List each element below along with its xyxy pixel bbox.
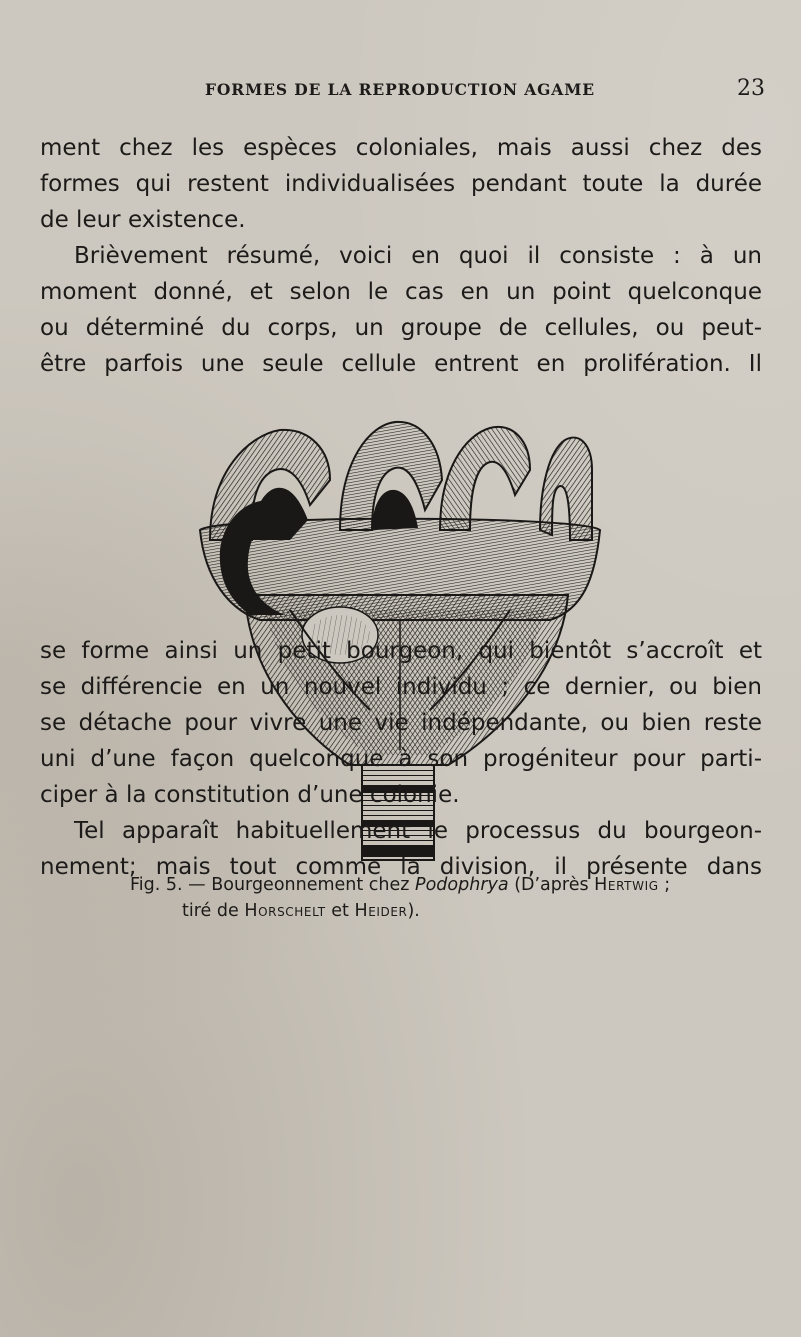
paragraph-top <box>40 130 762 382</box>
genus-name: Podophrya <box>415 875 509 895</box>
text-line: ou déterminé du corps, un groupe de cellules, ou peut- <box>40 315 762 341</box>
author-name: Horschelt <box>244 901 326 921</box>
text-line: ment chez les espèces coloniales, mais aussi chez des <box>40 135 762 161</box>
text-line: moment donné, et selon le cas en un point quelconque <box>40 279 762 305</box>
text-line: de leur existence. <box>40 207 246 233</box>
caption-text: et <box>331 901 349 921</box>
text-line: ciper à la constitution d’une colonie. <box>40 782 460 808</box>
running-title: FORMES DE LA REPRODUCTION AGAME <box>205 80 595 99</box>
text-line: être parfois une seule cellule entrent en prolifération. Il <box>40 351 762 377</box>
author-name: Heider <box>354 901 408 921</box>
text-line: formes qui restent individualisées pendant toute la durée <box>40 171 762 197</box>
caption-source: (D’après <box>514 875 589 895</box>
caption-line <box>130 898 675 924</box>
caption-text: Bourgeonnement chez <box>211 875 410 895</box>
text-line: se détache pour vivre une vie indépendante, ou bien reste <box>40 710 762 736</box>
caption-punct: ). <box>407 901 420 921</box>
text-line: Brièvement résumé, voici en quoi il consiste : à un <box>74 243 762 269</box>
page-number: 23 <box>737 76 765 101</box>
caption-dash: — <box>188 875 206 895</box>
text-line: uni d’une façon quelconque à son progéniteur pour parti- <box>40 746 762 772</box>
text-line: nement; mais tout comme la division, il présente dans <box>40 854 762 880</box>
caption-text: tiré de <box>182 901 239 921</box>
caption-punct: ; <box>664 875 671 895</box>
paragraph-bottom <box>40 633 762 885</box>
text-line: Tel apparaît habituellement le processus du bourgeon- <box>74 818 762 844</box>
text-line: se forme ainsi un petit bourgeon, qui bientôt s’accroît et <box>40 638 762 664</box>
author-name: Hertwig <box>594 875 659 895</box>
text-line: se différencie en un nouvel individu ; ce dernier, ou bien <box>40 674 762 700</box>
figure-label: Fig. 5. <box>130 875 183 895</box>
running-head <box>205 76 765 104</box>
